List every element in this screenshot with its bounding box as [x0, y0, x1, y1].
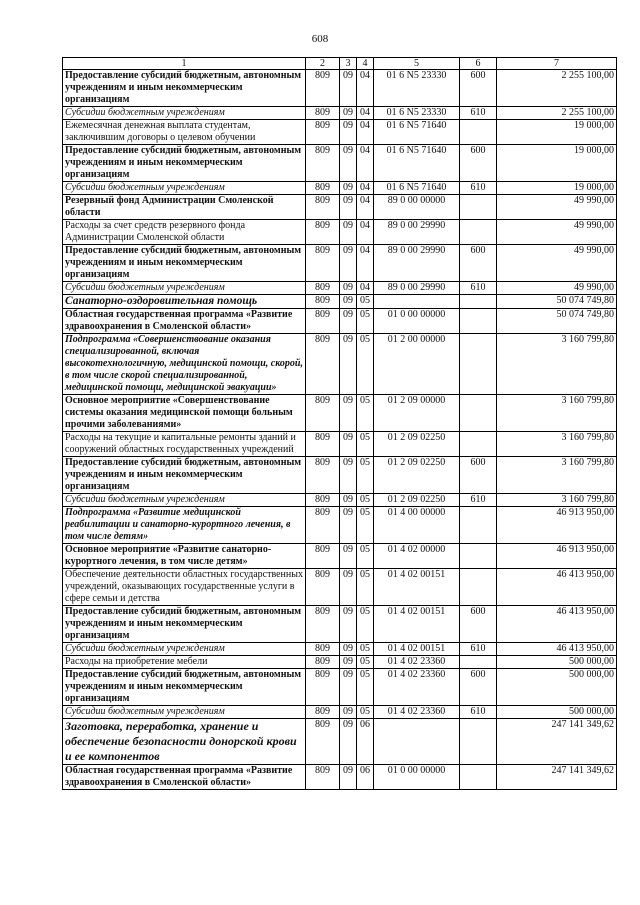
row-name: Расходы на приобретение мебели — [63, 656, 306, 669]
column-number: 4 — [357, 58, 374, 70]
cell-department-code: 809 — [306, 544, 340, 569]
column-number: 5 — [374, 58, 460, 70]
cell-department-code: 809 — [306, 145, 340, 182]
cell-department-code: 809 — [306, 656, 340, 669]
cell-amount: 3 160 799,80 — [497, 457, 617, 494]
table-row — [63, 765, 617, 790]
cell-section-code: 09 — [340, 507, 357, 544]
cell-target-article: 01 4 02 23360 — [374, 706, 460, 719]
cell-expense-type — [460, 295, 497, 309]
cell-subsection-code: 05 — [357, 309, 374, 334]
cell-target-article: 01 2 00 00000 — [374, 334, 460, 395]
cell-subsection-code: 05 — [357, 507, 374, 544]
row-name: Субсидии бюджетным учреждениям — [63, 282, 306, 295]
cell-subsection-code: 05 — [357, 494, 374, 507]
cell-target-article: 89 0 00 29990 — [374, 282, 460, 295]
cell-amount: 49 990,00 — [497, 195, 617, 220]
cell-expense-type — [460, 765, 497, 790]
cell-department-code: 809 — [306, 309, 340, 334]
cell-section-code: 09 — [340, 494, 357, 507]
cell-subsection-code: 05 — [357, 395, 374, 432]
table-row — [63, 669, 617, 706]
cell-subsection-code: 05 — [357, 295, 374, 309]
cell-expense-type: 600 — [460, 245, 497, 282]
cell-expense-type — [460, 309, 497, 334]
table-row — [63, 182, 617, 195]
cell-section-code: 09 — [340, 765, 357, 790]
cell-subsection-code: 05 — [357, 334, 374, 395]
table-row — [63, 706, 617, 719]
column-number: 3 — [340, 58, 357, 70]
row-name: Основное мероприятие «Совершенствование системы оказания медицинской помощи больным прочими заболеваниями» — [63, 395, 306, 432]
cell-amount: 19 000,00 — [497, 182, 617, 195]
row-name: Предоставление субсидий бюджетным, автономным учреждениям и иным некоммерческим организациям — [63, 145, 306, 182]
row-name: Предоставление субсидий бюджетным, автономным учреждениям и иным некоммерческим организациям — [63, 70, 306, 107]
cell-target-article: 01 2 09 00000 — [374, 395, 460, 432]
cell-section-code: 09 — [340, 669, 357, 706]
row-name: Субсидии бюджетным учреждениям — [63, 706, 306, 719]
cell-department-code: 809 — [306, 606, 340, 643]
cell-expense-type: 600 — [460, 669, 497, 706]
cell-department-code: 809 — [306, 494, 340, 507]
row-name: Предоставление субсидий бюджетным, автономным учреждениям и иным некоммерческим организациям — [63, 669, 306, 706]
row-name: Расходы за счет средств резервного фонда Администрации Смоленской области — [63, 220, 306, 245]
cell-section-code: 09 — [340, 295, 357, 309]
cell-amount: 3 160 799,80 — [497, 494, 617, 507]
cell-department-code: 809 — [306, 507, 340, 544]
cell-target-article: 01 4 02 23360 — [374, 656, 460, 669]
cell-department-code: 809 — [306, 195, 340, 220]
cell-target-article: 01 0 00 00000 — [374, 309, 460, 334]
cell-department-code: 809 — [306, 432, 340, 457]
cell-department-code: 809 — [306, 395, 340, 432]
cell-amount: 3 160 799,80 — [497, 334, 617, 395]
cell-section-code: 09 — [340, 220, 357, 245]
cell-subsection-code: 04 — [357, 220, 374, 245]
row-name: Ежемесячная денежная выплата студентам, заключившим договоры о целевом обучении — [63, 120, 306, 145]
row-name: Подпрограмма «Совершенствование оказания специализированной, включая высокотехнологичную, медицинской помощи, скорой, в том числе скорой специализированной, медицинской помощи, медицинской эвакуации» — [63, 334, 306, 395]
table-row — [63, 569, 617, 606]
cell-target-article: 01 2 09 02250 — [374, 494, 460, 507]
cell-section-code: 09 — [340, 432, 357, 457]
cell-department-code: 809 — [306, 107, 340, 120]
column-number: 7 — [497, 58, 617, 70]
cell-subsection-code: 06 — [357, 719, 374, 765]
column-number: 2 — [306, 58, 340, 70]
table-row — [63, 719, 617, 765]
cell-department-code: 809 — [306, 120, 340, 145]
cell-amount: 247 141 349,62 — [497, 765, 617, 790]
cell-expense-type — [460, 395, 497, 432]
table-row — [63, 507, 617, 544]
row-name: Предоставление субсидий бюджетным, автономным учреждениям и иным некоммерческим организациям — [63, 606, 306, 643]
cell-target-article: 01 6 N5 23330 — [374, 70, 460, 107]
cell-department-code: 809 — [306, 334, 340, 395]
cell-section-code: 09 — [340, 182, 357, 195]
cell-target-article — [374, 719, 460, 765]
cell-subsection-code: 04 — [357, 120, 374, 145]
cell-section-code: 09 — [340, 145, 357, 182]
cell-amount: 46 913 950,00 — [497, 544, 617, 569]
cell-target-article: 89 0 00 29990 — [374, 220, 460, 245]
cell-section-code: 09 — [340, 606, 357, 643]
cell-target-article: 01 6 N5 23330 — [374, 107, 460, 120]
table-row — [63, 432, 617, 457]
cell-amount: 19 000,00 — [497, 145, 617, 182]
table-row — [63, 245, 617, 282]
cell-expense-type — [460, 195, 497, 220]
table-row — [63, 494, 617, 507]
cell-amount: 500 000,00 — [497, 656, 617, 669]
cell-amount: 46 413 950,00 — [497, 643, 617, 656]
cell-subsection-code: 05 — [357, 706, 374, 719]
table-row — [63, 282, 617, 295]
table-row — [63, 220, 617, 245]
row-name: Предоставление субсидий бюджетным, автономным учреждениям и иным некоммерческим организациям — [63, 457, 306, 494]
row-name: Обеспечение деятельности областных государственных учреждений, оказывающих государственные услуги в сфере семьи и детства — [63, 569, 306, 606]
cell-department-code: 809 — [306, 643, 340, 656]
cell-section-code: 09 — [340, 334, 357, 395]
row-name: Областная государственная программа «Развитие здравоохранения в Смоленской области» — [63, 765, 306, 790]
row-name: Основное мероприятие «Развитие санаторно-курортного лечения, в том числе детям» — [63, 544, 306, 569]
cell-department-code: 809 — [306, 457, 340, 494]
cell-expense-type: 600 — [460, 70, 497, 107]
cell-section-code: 09 — [340, 643, 357, 656]
cell-subsection-code: 06 — [357, 765, 374, 790]
cell-department-code: 809 — [306, 765, 340, 790]
cell-amount: 49 990,00 — [497, 245, 617, 282]
cell-department-code: 809 — [306, 70, 340, 107]
cell-target-article: 01 4 02 00151 — [374, 643, 460, 656]
cell-department-code: 809 — [306, 706, 340, 719]
cell-amount: 50 074 749,80 — [497, 295, 617, 309]
cell-section-code: 09 — [340, 245, 357, 282]
cell-section-code: 09 — [340, 719, 357, 765]
cell-subsection-code: 04 — [357, 70, 374, 107]
table-row — [63, 334, 617, 395]
cell-expense-type — [460, 719, 497, 765]
cell-target-article: 01 0 00 00000 — [374, 765, 460, 790]
cell-amount: 3 160 799,80 — [497, 395, 617, 432]
row-name: Областная государственная программа «Развитие здравоохранения в Смоленской области» — [63, 309, 306, 334]
cell-subsection-code: 04 — [357, 245, 374, 282]
cell-subsection-code: 05 — [357, 669, 374, 706]
cell-amount: 49 990,00 — [497, 220, 617, 245]
table-row — [63, 70, 617, 107]
cell-amount: 500 000,00 — [497, 706, 617, 719]
column-number-header-row — [63, 58, 617, 70]
cell-subsection-code: 04 — [357, 107, 374, 120]
cell-target-article — [374, 295, 460, 309]
cell-target-article: 01 6 N5 71640 — [374, 145, 460, 182]
cell-expense-type: 610 — [460, 494, 497, 507]
cell-target-article: 01 4 02 00000 — [374, 544, 460, 569]
cell-target-article: 01 6 N5 71640 — [374, 120, 460, 145]
cell-section-code: 09 — [340, 395, 357, 432]
table-row — [63, 107, 617, 120]
row-name: Заготовка, переработка, хранение и обеспечение безопасности донорской крови и ее компонентов — [63, 719, 306, 765]
table-row — [63, 395, 617, 432]
row-name: Предоставление субсидий бюджетным, автономным учреждениям и иным некоммерческим организациям — [63, 245, 306, 282]
cell-amount: 46 413 950,00 — [497, 606, 617, 643]
cell-expense-type: 610 — [460, 282, 497, 295]
cell-expense-type — [460, 569, 497, 606]
cell-expense-type — [460, 220, 497, 245]
cell-section-code: 09 — [340, 544, 357, 569]
cell-department-code: 809 — [306, 220, 340, 245]
cell-target-article: 01 4 02 23360 — [374, 669, 460, 706]
column-number: 1 — [63, 58, 306, 70]
cell-expense-type — [460, 544, 497, 569]
table-row — [63, 656, 617, 669]
cell-expense-type — [460, 656, 497, 669]
cell-expense-type: 610 — [460, 643, 497, 656]
cell-target-article: 89 0 00 29990 — [374, 245, 460, 282]
cell-subsection-code: 05 — [357, 544, 374, 569]
row-name: Подпрограмма «Развитие медицинской реабилитации и санаторно-курортного лечения, в том числе детям» — [63, 507, 306, 544]
cell-section-code: 09 — [340, 656, 357, 669]
cell-subsection-code: 04 — [357, 182, 374, 195]
cell-subsection-code: 05 — [357, 432, 374, 457]
column-number: 6 — [460, 58, 497, 70]
cell-section-code: 09 — [340, 282, 357, 295]
cell-subsection-code: 05 — [357, 569, 374, 606]
cell-amount: 500 000,00 — [497, 669, 617, 706]
budget-table — [62, 57, 617, 790]
cell-expense-type: 610 — [460, 182, 497, 195]
cell-expense-type — [460, 432, 497, 457]
cell-target-article: 01 2 09 02250 — [374, 432, 460, 457]
cell-subsection-code: 04 — [357, 282, 374, 295]
table-row — [63, 309, 617, 334]
row-name: Субсидии бюджетным учреждениям — [63, 494, 306, 507]
table-row — [63, 295, 617, 309]
cell-target-article: 01 2 09 02250 — [374, 457, 460, 494]
cell-target-article: 89 0 00 00000 — [374, 195, 460, 220]
cell-department-code: 809 — [306, 282, 340, 295]
cell-section-code: 09 — [340, 309, 357, 334]
cell-subsection-code: 04 — [357, 145, 374, 182]
row-name: Расходы на текущие и капитальные ремонты зданий и сооружений областных государственных учреждений — [63, 432, 306, 457]
cell-department-code: 809 — [306, 182, 340, 195]
cell-target-article: 01 4 00 00000 — [374, 507, 460, 544]
cell-amount: 49 990,00 — [497, 282, 617, 295]
cell-amount: 50 074 749,80 — [497, 309, 617, 334]
cell-section-code: 09 — [340, 120, 357, 145]
cell-subsection-code: 04 — [357, 195, 374, 220]
cell-target-article: 01 4 02 00151 — [374, 569, 460, 606]
cell-section-code: 09 — [340, 70, 357, 107]
cell-section-code: 09 — [340, 195, 357, 220]
row-name: Резервный фонд Администрации Смоленской области — [63, 195, 306, 220]
cell-department-code: 809 — [306, 245, 340, 282]
cell-expense-type — [460, 507, 497, 544]
page-number: 608 — [311, 33, 329, 45]
cell-department-code: 809 — [306, 719, 340, 765]
cell-expense-type: 600 — [460, 457, 497, 494]
table-row — [63, 195, 617, 220]
row-name: Субсидии бюджетным учреждениям — [63, 643, 306, 656]
row-name: Субсидии бюджетным учреждениям — [63, 182, 306, 195]
table-row — [63, 145, 617, 182]
cell-subsection-code: 05 — [357, 656, 374, 669]
cell-subsection-code: 05 — [357, 643, 374, 656]
cell-expense-type — [460, 334, 497, 395]
cell-amount: 19 000,00 — [497, 120, 617, 145]
cell-expense-type: 610 — [460, 107, 497, 120]
cell-section-code: 09 — [340, 706, 357, 719]
cell-expense-type: 610 — [460, 706, 497, 719]
cell-department-code: 809 — [306, 295, 340, 309]
cell-department-code: 809 — [306, 569, 340, 606]
table-row — [63, 120, 617, 145]
cell-section-code: 09 — [340, 457, 357, 494]
row-name: Субсидии бюджетным учреждениям — [63, 107, 306, 120]
row-name: Санаторно-оздоровительная помощь — [63, 295, 306, 309]
cell-department-code: 809 — [306, 669, 340, 706]
table-row — [63, 457, 617, 494]
cell-section-code: 09 — [340, 569, 357, 606]
table-row — [63, 606, 617, 643]
cell-amount: 2 255 100,00 — [497, 107, 617, 120]
cell-expense-type: 600 — [460, 606, 497, 643]
cell-expense-type: 600 — [460, 145, 497, 182]
cell-amount: 2 255 100,00 — [497, 70, 617, 107]
cell-section-code: 09 — [340, 107, 357, 120]
cell-target-article: 01 4 02 00151 — [374, 606, 460, 643]
cell-amount: 46 913 950,00 — [497, 507, 617, 544]
cell-subsection-code: 05 — [357, 606, 374, 643]
cell-amount: 46 413 950,00 — [497, 569, 617, 606]
cell-amount: 247 141 349,62 — [497, 719, 617, 765]
cell-expense-type — [460, 120, 497, 145]
cell-amount: 3 160 799,80 — [497, 432, 617, 457]
table-row — [63, 544, 617, 569]
cell-target-article: 01 6 N5 71640 — [374, 182, 460, 195]
cell-subsection-code: 05 — [357, 457, 374, 494]
table-row — [63, 643, 617, 656]
